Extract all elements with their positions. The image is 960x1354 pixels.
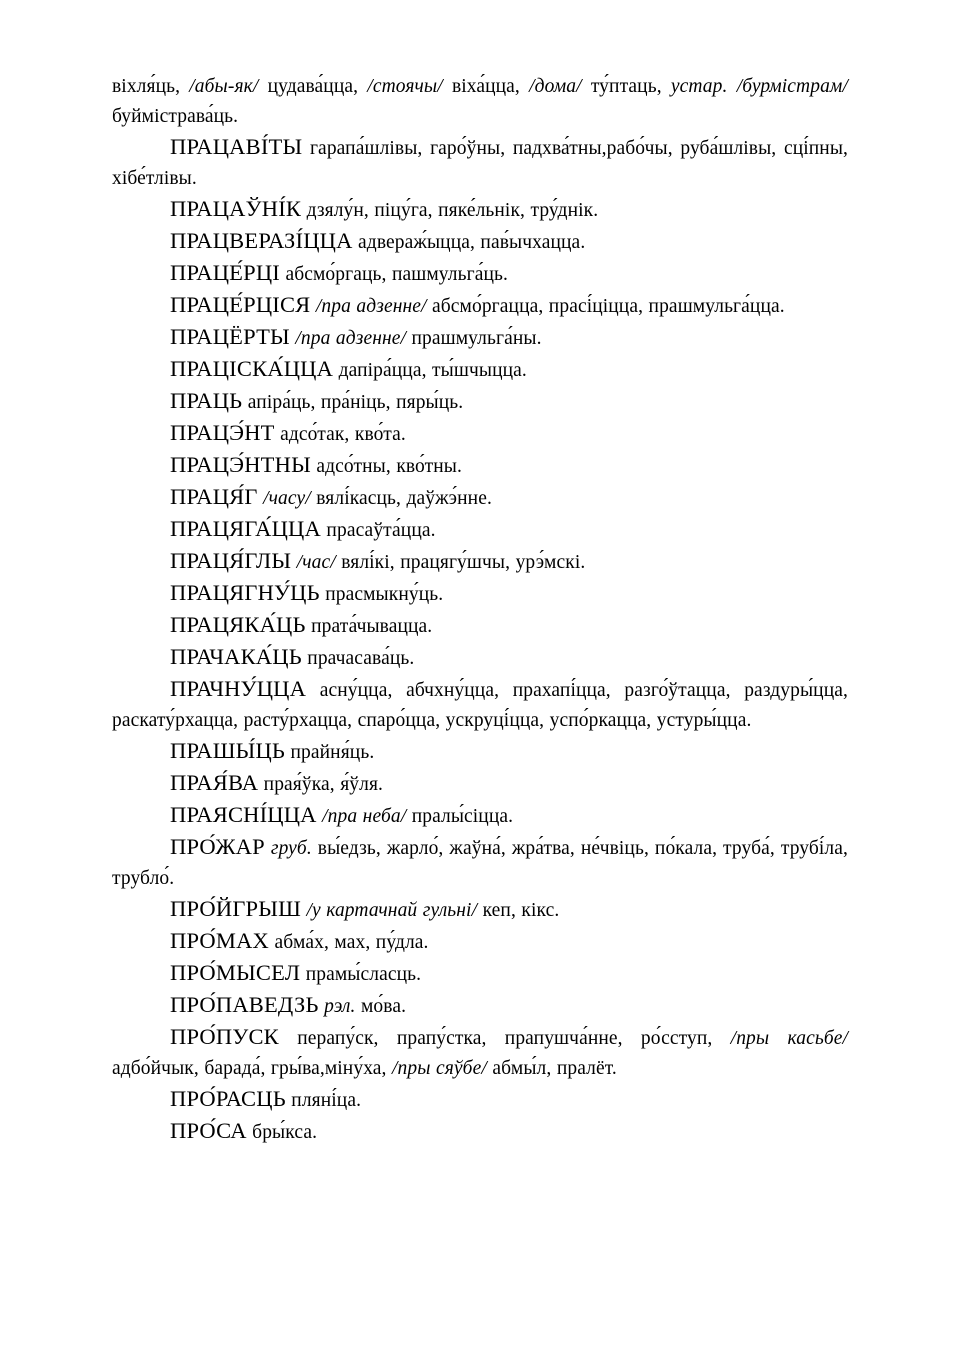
entry-usage-label: /час/	[296, 552, 336, 573]
entry-headword: ПРАЦЁРТЫ	[170, 324, 290, 349]
entry-synonyms: адвераж́ыцца, пав́ычхацца.	[352, 232, 586, 253]
entry-usage-label: /пра адзенне/	[295, 328, 407, 349]
entry-headword: ПРО́ЖАР	[170, 834, 265, 859]
entry-synonyms: мо́ва.	[355, 996, 407, 1017]
entry-headword: ПРАЦЯГА́ЦЦА	[170, 516, 321, 541]
entry-headword: ПРАЦЬ	[170, 388, 243, 413]
entry-synonyms: прашмульга́ны.	[406, 328, 542, 349]
entry-synonyms: прасмыкну́ць.	[319, 584, 444, 605]
entry-synonyms: апіра́ць, пра́ніць, пяры́ць.	[242, 392, 464, 413]
dictionary-entry	[112, 1022, 848, 1084]
entry-headword: ПРО́ЙГРЫШ	[170, 896, 301, 921]
entry-usage-label: /пры касьбе/	[730, 1028, 848, 1049]
entry-synonyms: буймістрава́ць.	[112, 106, 239, 127]
dictionary-entry	[112, 958, 848, 990]
entry-synonyms: віхля́ць,	[112, 76, 190, 97]
entry-synonyms: адсо́так, кво́та.	[274, 424, 406, 445]
entry-headword: ПРАЦЯ́ГЛЫ	[170, 548, 292, 573]
entry-usage-label: /пра адзенне/	[315, 296, 427, 317]
entry-synonyms: гарапа́шлівы, гаро́ўны, падхва́тны,рабо́чы, руба́шлівы, сці́пны, хібе́тлівы.	[112, 138, 848, 189]
dictionary-entry	[112, 258, 848, 290]
entry-synonyms: вялі́касць, даўжэ́нне.	[310, 488, 492, 509]
dictionary-entry	[112, 290, 848, 322]
entry-headword: ПРАЦЯГНУ́ЦЬ	[170, 580, 320, 605]
dictionary-entry	[112, 546, 848, 578]
entry-synonyms: абсмо́ргаць, пашмульга́ць.	[279, 264, 508, 285]
entry-headword: ПРАЦІСКА́ЦЦА	[170, 356, 334, 381]
dictionary-entry	[112, 1116, 848, 1148]
dictionary-entry	[112, 194, 848, 226]
entry-synonyms: абсмо́ргацца, прасі́ціцца, прашмульга́цца.	[426, 296, 785, 317]
entry-usage-label: /пра неба/	[322, 806, 407, 827]
dictionary-entry	[112, 450, 848, 482]
entry-headword: ПРАЯСНІ́ЦЦА	[170, 802, 317, 827]
entry-synonyms: прамы́сласць.	[300, 964, 422, 985]
entry-headword: ПРАЦЭ́НТ	[170, 420, 275, 445]
entry-synonyms: пралы́сіцца.	[406, 806, 514, 827]
entry-headword: ПРО́ПУСК	[170, 1024, 279, 1049]
dictionary-entry	[112, 926, 848, 958]
entry-usage-label: рэл.	[324, 996, 356, 1017]
dictionary-entry	[112, 418, 848, 450]
dictionary-entry	[112, 894, 848, 926]
entry-headword: ПРО́ПАВЕДЗЬ	[170, 992, 319, 1017]
entry-synonyms: пляні́ца.	[285, 1090, 362, 1111]
entry-synonyms	[727, 76, 736, 97]
entry-synonyms: прата́чывацца.	[305, 616, 433, 637]
dictionary-entry	[112, 386, 848, 418]
dictionary-entry	[112, 354, 848, 386]
entry-synonyms: асну́цца, абчхну́цца, прахапі́цца, разго́ўтацца, раздуры́цца, раскату́рхацца, расту́рхацца, спаро́цца, ускруці́цца, успо́ркацца, устуры́цца.	[112, 680, 848, 731]
dictionary-entry	[112, 990, 848, 1022]
entry-synonyms: бры́кса.	[246, 1122, 318, 1143]
entry-synonyms: дзялу́н, піцу́га, пяке́льнік, тру́днік.	[301, 200, 599, 221]
entry-synonyms: вы́едзь, жарло́, жаўна́, жра́тва, не́чвіць, по́кала, труба́, трубі́ла, трубло́.	[112, 838, 848, 889]
entry-synonyms: вялі́кі, працягу́шчы, урэ́мскі.	[335, 552, 586, 573]
entry-synonyms: ту́птаць,	[581, 76, 671, 97]
entry-headword: ПРАЦВЕРАЗІ́ЦЦА	[170, 228, 353, 253]
entry-synonyms: абмы́л, пралёт.	[486, 1058, 617, 1079]
dictionary-entry	[112, 514, 848, 546]
entry-headword: ПРО́СА	[170, 1118, 247, 1143]
entry-list	[112, 72, 848, 1148]
entry-synonyms: прачасава́ць.	[301, 648, 415, 669]
entry-headword: ПРАЦЕ́РЦІСЯ	[170, 292, 311, 317]
entry-usage-label: /часу/	[263, 488, 311, 509]
dictionary-entry	[112, 800, 848, 832]
entry-headword: ПРО́РАСЦЬ	[170, 1086, 286, 1111]
dictionary-entry	[112, 322, 848, 354]
entry-synonyms: прайня́ць.	[285, 742, 375, 763]
entry-headword: ПРАЧАКА́ЦЬ	[170, 644, 302, 669]
dictionary-entry	[112, 610, 848, 642]
dictionary-entry	[112, 736, 848, 768]
dictionary-entry	[112, 832, 848, 894]
entry-usage-label: /бурмістрам/	[736, 76, 848, 97]
entry-headword: ПРО́МАХ	[170, 928, 269, 953]
entry-synonyms: абма́х, мах, пу́дла.	[269, 932, 429, 953]
entry-synonyms: адбо́йчык, барада́, гры́ва,міну́ха,	[112, 1058, 392, 1079]
entry-headword: ПРО́МЫСЕЛ	[170, 960, 301, 985]
entry-headword: ПРАЯ́ВА	[170, 770, 259, 795]
dictionary-entry	[112, 578, 848, 610]
entry-headword: ПРАЦЯКА́ЦЬ	[170, 612, 306, 637]
entry-usage-label: /абы-як/	[189, 76, 259, 97]
dictionary-entry	[112, 72, 848, 132]
entry-usage-label: /дома/	[529, 76, 582, 97]
entry-usage-label: /пры сяўбе/	[392, 1058, 487, 1079]
dictionary-entry	[112, 1084, 848, 1116]
entry-headword: ПРАЦАЎНІ́К	[170, 196, 302, 221]
dictionary-entry	[112, 642, 848, 674]
dictionary-entry	[112, 132, 848, 194]
entry-usage-label: устар.	[670, 76, 728, 97]
entry-synonyms: перапу́ск, прапу́стка, прапушча́нне, ро́сступ,	[278, 1028, 731, 1049]
entry-synonyms: прая́ўка, я́ўля.	[258, 774, 384, 795]
entry-synonyms: цудава́цца,	[258, 76, 368, 97]
entry-headword: ПРАЦЕ́РЦІ	[170, 260, 280, 285]
dictionary-entry	[112, 226, 848, 258]
entry-usage-label: /стоячы/	[367, 76, 443, 97]
entry-usage-label: груб.	[270, 838, 312, 859]
entry-headword: ПРАЦЯ́Г	[170, 484, 258, 509]
entry-headword: ПРАЦАВІ́ТЫ	[170, 134, 303, 159]
entry-synonyms: віха́цца,	[442, 76, 530, 97]
dictionary-entry	[112, 482, 848, 514]
entry-headword: ПРАШЫ́ЦЬ	[170, 738, 286, 763]
entry-usage-label: /у картачнай гульні/	[306, 900, 478, 921]
dictionary-entry	[112, 674, 848, 736]
entry-synonyms: дапіра́цца, ты́шчыцца.	[333, 360, 527, 381]
entry-synonyms: адсо́тны, кво́тны.	[310, 456, 462, 477]
entry-synonyms: прасаўта́цца.	[320, 520, 436, 541]
entry-headword: ПРАЦЭ́НТНЫ	[170, 452, 311, 477]
entry-headword: ПРАЧНУ́ЦЦА	[170, 676, 307, 701]
entry-synonyms: кеп, кікс.	[477, 900, 560, 921]
dictionary-entry	[112, 768, 848, 800]
